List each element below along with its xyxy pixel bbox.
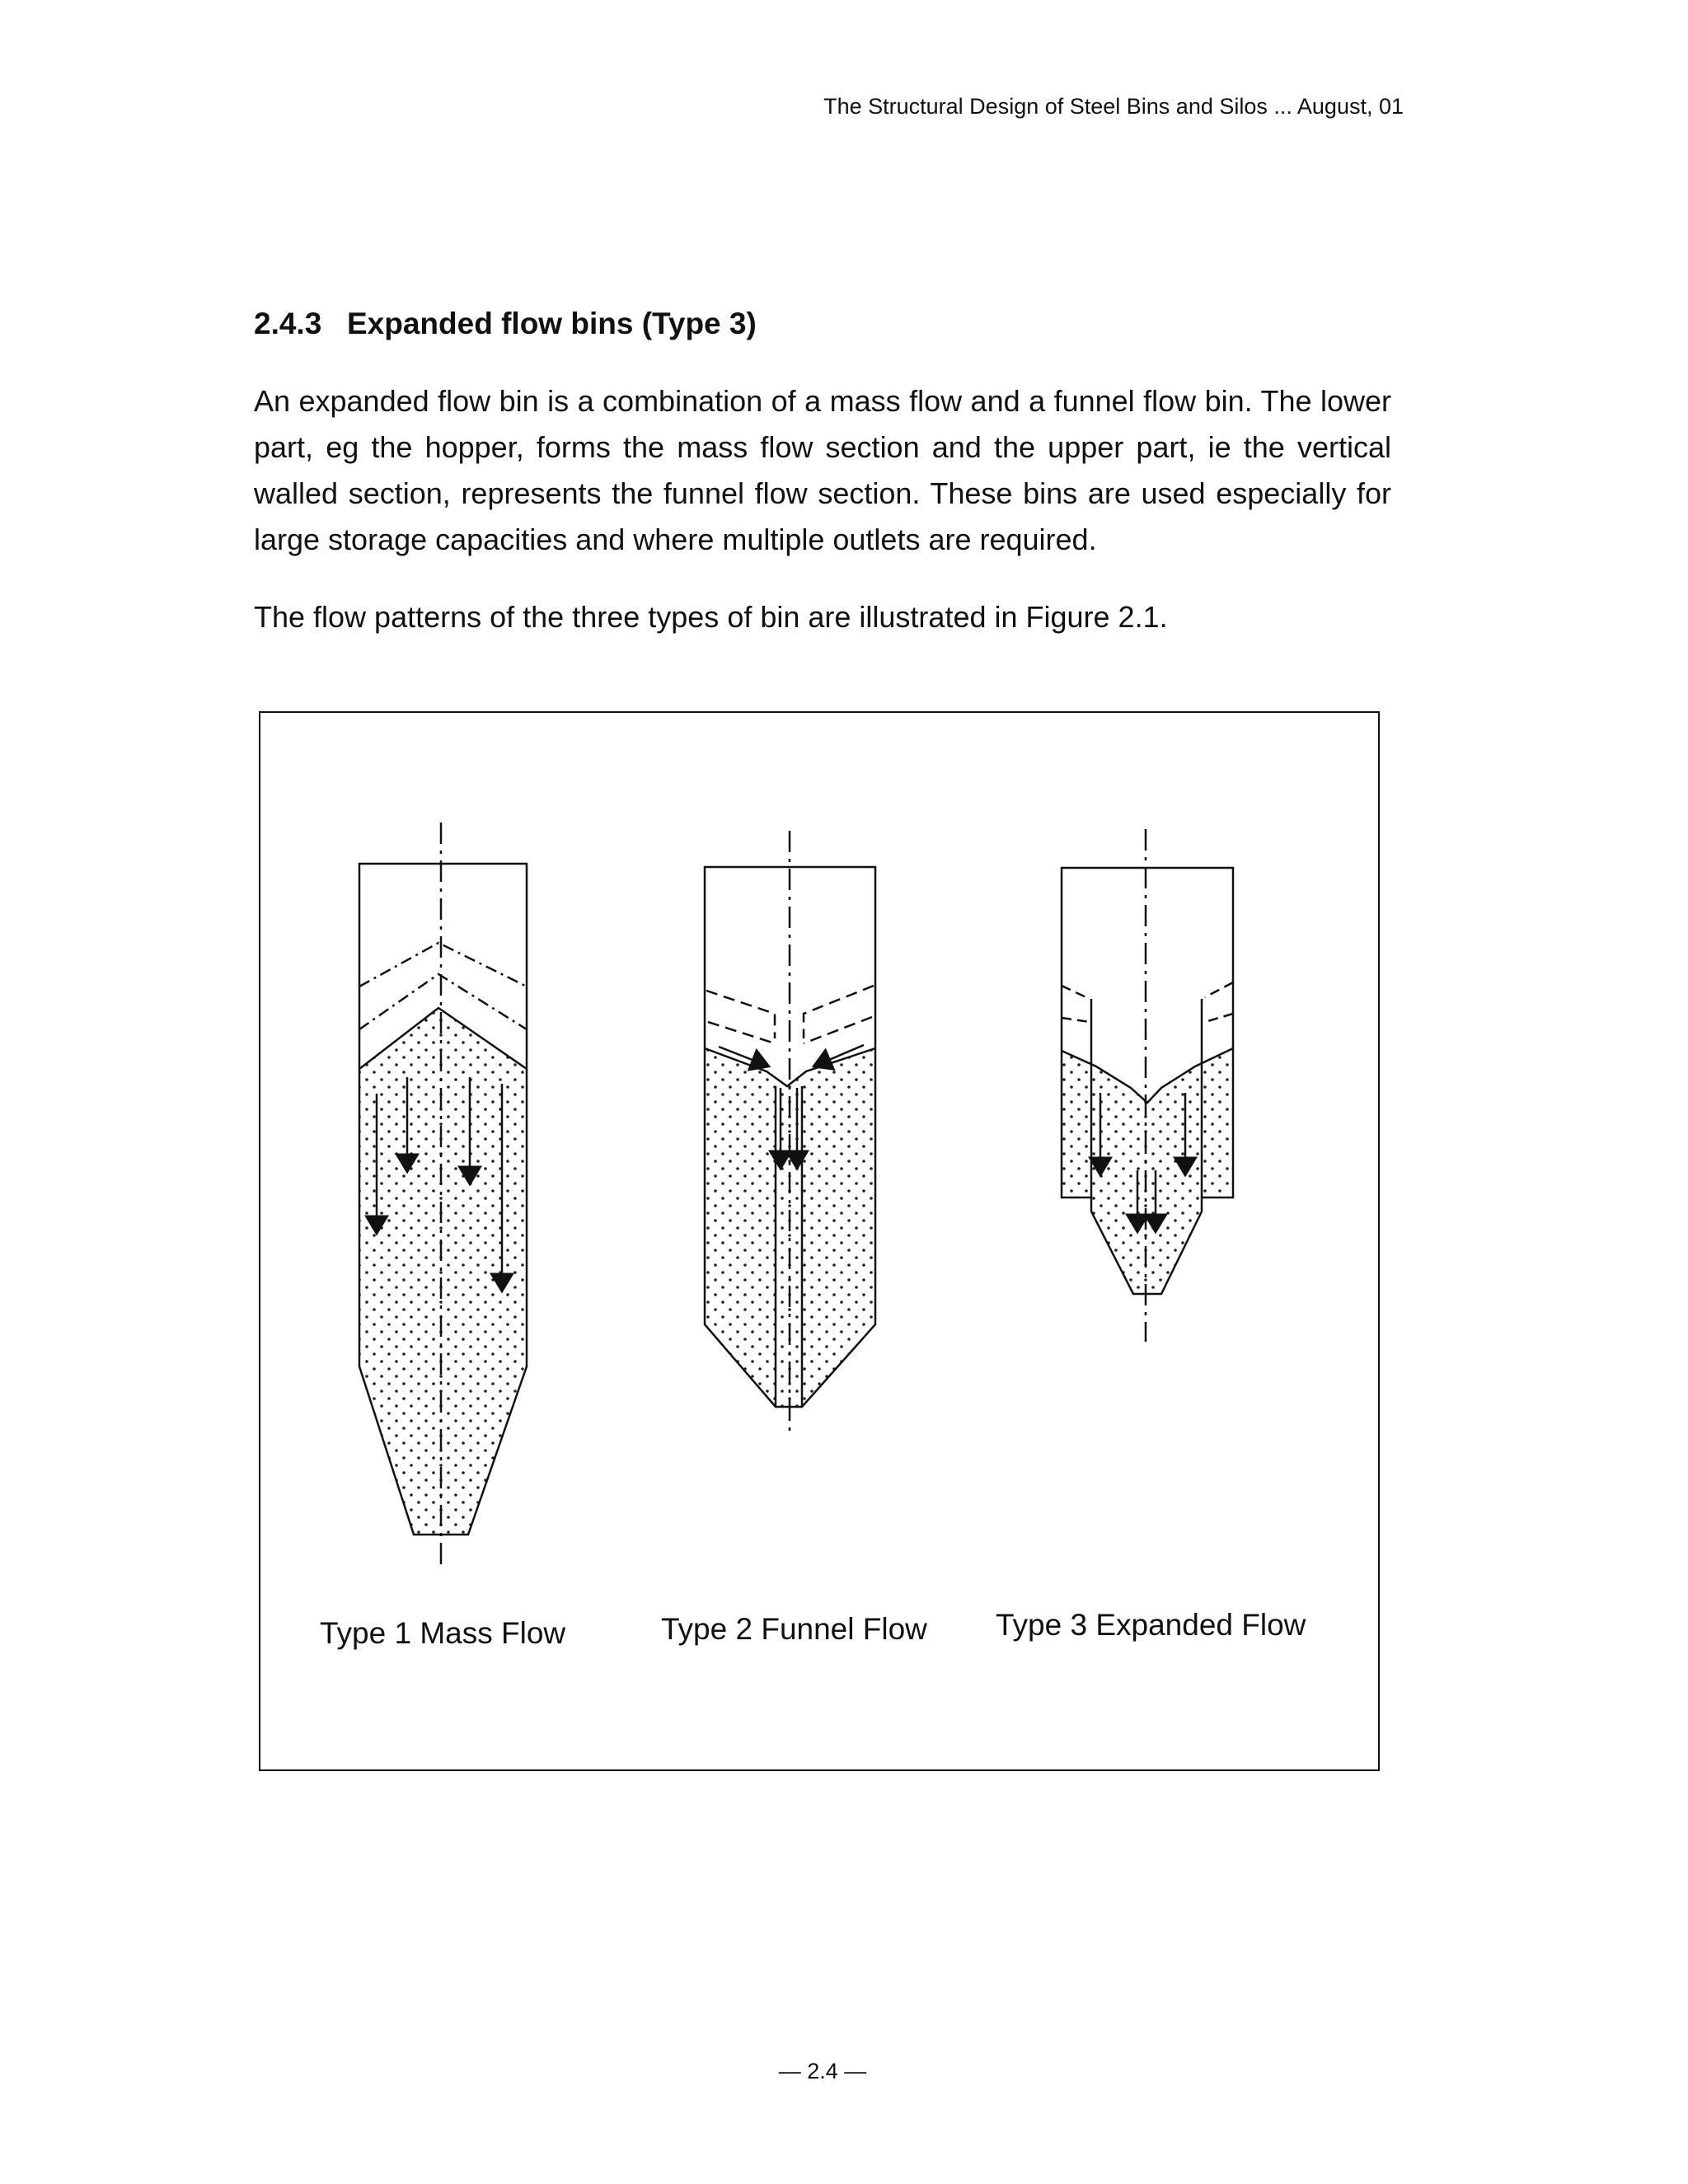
body-paragraph-2: The flow patterns of the three types of bin are illustrated in Figure 2.1. — [254, 600, 1168, 634]
page-number: — 2.4 — — [778, 2059, 867, 2083]
body-paragraph-1: An expanded flow bin is a combination of a mass flow and a funnel flow bin. The lower part, eg the hopper, forms the mass flow section and the upper part, ie the vertical walled section, represents the funnel flow section. These bins are used especially for large storage capacities and where multiple outlets are required. — [254, 384, 1391, 556]
caption-type-3-expanded-flow: Type 3 Expanded Flow — [996, 1608, 1306, 1642]
caption-type-2-funnel-flow: Type 2 Funnel Flow — [661, 1612, 927, 1646]
section-heading — [254, 306, 757, 342]
caption-type-1-mass-flow: Type 1 Mass Flow — [320, 1616, 566, 1650]
section-title: Expanded flow bins (Type 3) — [347, 307, 757, 340]
running-header: The Structural Design of Steel Bins and Silos ... August, 01 — [823, 94, 1404, 119]
section-number: 2.4.3 — [254, 307, 322, 340]
